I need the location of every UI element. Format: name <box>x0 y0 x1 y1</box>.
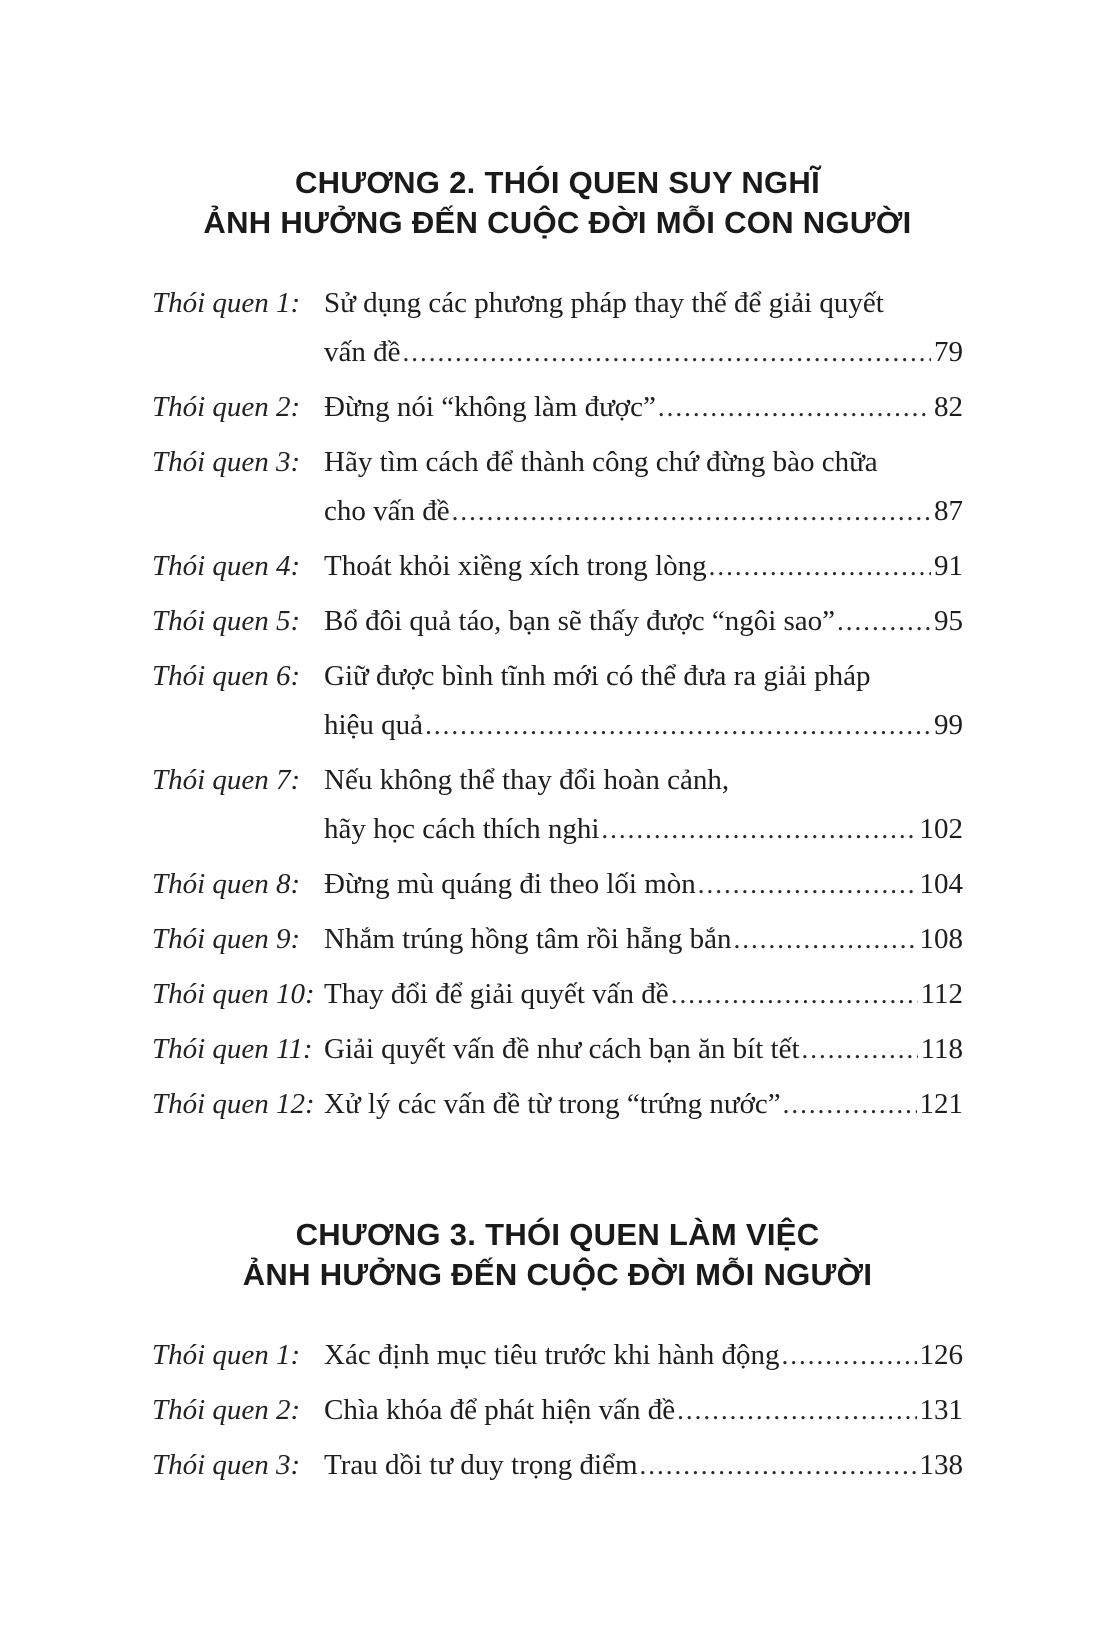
toc-entry-label: Thói quen 9: <box>152 923 301 955</box>
toc-entry-label: Thói quen 8: <box>152 868 301 900</box>
toc-entry-line <box>324 701 963 750</box>
toc-entry-line <box>324 1025 963 1074</box>
toc-entry-body <box>324 542 963 591</box>
page-number: 104 <box>919 868 963 900</box>
page-number: 82 <box>934 391 963 423</box>
toc-entry-line <box>324 438 963 487</box>
toc-entry-line <box>324 1386 963 1435</box>
toc-entry-title: hiệu quả <box>324 709 424 741</box>
toc-entry-body <box>324 438 963 536</box>
toc-entry-line <box>324 1331 963 1380</box>
toc-entry <box>152 438 963 536</box>
dot-leader <box>781 1080 917 1129</box>
toc-entry-label: Thói quen 10: <box>152 978 315 1010</box>
toc-entry-title: Xác định mục tiêu trước khi hành động <box>324 1339 780 1371</box>
dot-leader <box>732 915 917 964</box>
chapter-section <box>152 163 963 1129</box>
dot-leader <box>423 701 931 750</box>
toc-entry-title: Sử dụng các phương pháp thay thế để giải quyết <box>324 287 884 319</box>
page-number: 99 <box>934 709 963 741</box>
toc-entry-title: Xử lý các vấn đề từ trong “trứng nước” <box>324 1088 781 1120</box>
toc-entry-line <box>324 756 963 805</box>
chapter-heading-line: CHƯƠNG 3. THÓI QUEN LÀM VIỆC <box>295 1217 820 1252</box>
toc-entry-line <box>324 279 963 328</box>
toc-sections <box>152 163 963 1490</box>
chapter-entries <box>152 1331 963 1490</box>
toc-entry <box>152 860 963 909</box>
toc-entry-label: Thói quen 12: <box>152 1088 315 1120</box>
toc-entry-title: Nhắm trúng hồng tâm rồi hẵng bắn <box>324 923 732 955</box>
toc-entry-body <box>324 1386 963 1435</box>
page-number: 108 <box>919 923 963 955</box>
chapter-section <box>152 1215 963 1490</box>
toc-entry-line <box>324 805 963 854</box>
toc-entry-body <box>324 970 963 1019</box>
page-number: 91 <box>934 550 963 582</box>
toc-entry-label: Thói quen 1: <box>152 1339 301 1371</box>
page-number: 79 <box>934 336 963 368</box>
chapter-heading-line: ẢNH HƯỞNG ĐẾN CUỘC ĐỜI MỖI CON NGƯỜI <box>203 205 912 240</box>
toc-entry-line <box>324 383 963 432</box>
toc-entry-title: Đừng mù quáng đi theo lối mòn <box>324 868 696 900</box>
toc-entry-title: cho vấn đề <box>324 495 450 527</box>
page-number: 95 <box>934 605 963 637</box>
toc-entry <box>152 970 963 1019</box>
toc-entry-label: Thói quen 7: <box>152 764 301 796</box>
chapter-heading-line: ẢNH HƯỞNG ĐẾN CUỘC ĐỜI MỖI NGƯỜI <box>242 1257 873 1292</box>
page-number: 131 <box>919 1394 963 1426</box>
chapter-heading <box>152 163 963 243</box>
dot-leader <box>638 1441 917 1490</box>
toc-entry-body <box>324 383 963 432</box>
toc-entry-label: Thói quen 6: <box>152 660 301 692</box>
toc-entry-label: Thói quen 3: <box>152 446 301 478</box>
page-number: 102 <box>919 813 963 845</box>
toc-entry-body <box>324 1441 963 1490</box>
toc-entry-label: Thói quen 11: <box>152 1033 313 1065</box>
page-number: 121 <box>919 1088 963 1120</box>
page-number: 118 <box>920 1033 963 1065</box>
toc-entry-title: Giải quyết vấn đề như cách bạn ăn bít tết <box>324 1033 800 1065</box>
toc-entry-line <box>324 1441 963 1490</box>
toc-entry-title: Thoát khỏi xiềng xích trong lòng <box>324 550 707 582</box>
dot-leader <box>599 805 916 854</box>
toc-entry <box>152 383 963 432</box>
dot-leader <box>656 383 931 432</box>
toc-entry <box>152 1331 963 1380</box>
dot-leader <box>696 860 917 909</box>
dot-leader <box>401 328 932 377</box>
toc-entry-body <box>324 1080 963 1129</box>
toc-entry <box>152 597 963 646</box>
toc-entry-body <box>324 756 963 854</box>
toc-entry-label: Thói quen 1: <box>152 287 301 319</box>
toc-entry <box>152 279 963 377</box>
dot-leader <box>779 1331 916 1380</box>
toc-entry-body <box>324 1025 963 1074</box>
chapter-heading <box>152 1215 963 1295</box>
toc-entry <box>152 652 963 750</box>
toc-entry <box>152 1080 963 1129</box>
toc-entry-title: Hãy tìm cách để thành công chứ đừng bào chữa <box>324 446 878 478</box>
toc-entry <box>152 1025 963 1074</box>
toc-entry-body <box>324 1331 963 1380</box>
toc-entry-body <box>324 860 963 909</box>
toc-entry-title: hãy học cách thích nghi <box>324 813 600 845</box>
toc-entry-line <box>324 1080 963 1129</box>
toc-entry-body <box>324 597 963 646</box>
page-number: 138 <box>919 1449 963 1481</box>
toc-entry-title: Nếu không thể thay đổi hoàn cảnh, <box>324 764 730 796</box>
toc-entry-title: Đừng nói “không làm được” <box>324 391 656 423</box>
page-number: 126 <box>919 1339 963 1371</box>
toc-entry-label: Thói quen 5: <box>152 605 301 637</box>
toc-entry-line <box>324 328 963 377</box>
toc-entry-label: Thói quen 2: <box>152 1394 301 1426</box>
dot-leader <box>835 597 931 646</box>
toc-entry-line <box>324 487 963 536</box>
toc-entry-body <box>324 279 963 377</box>
toc-entry <box>152 542 963 591</box>
toc-entry-label: Thói quen 2: <box>152 391 301 423</box>
chapter-heading-line: CHƯƠNG 2. THÓI QUEN SUY NGHĨ <box>294 165 821 200</box>
toc-entry-line <box>324 542 963 591</box>
toc-entry-title: Chìa khóa để phát hiện vấn đề <box>324 1394 676 1426</box>
page-number: 112 <box>920 978 963 1010</box>
toc-entry-line <box>324 597 963 646</box>
toc-entry-label: Thói quen 4: <box>152 550 301 582</box>
toc-entry <box>152 756 963 854</box>
chapter-entries <box>152 279 963 1129</box>
page-number: 87 <box>934 495 963 527</box>
dot-leader <box>707 542 931 591</box>
toc-entry-label: Thói quen 3: <box>152 1449 301 1481</box>
dot-leader <box>675 1386 916 1435</box>
toc-entry-title: Bổ đôi quả táo, bạn sẽ thấy được “ngôi sao” <box>324 605 836 637</box>
toc-entry-line <box>324 970 963 1019</box>
toc-entry-title: vấn đề <box>324 336 401 368</box>
dot-leader <box>669 970 918 1019</box>
dot-leader <box>450 487 931 536</box>
toc-entry-title: Thay đổi để giải quyết vấn đề <box>324 978 669 1010</box>
toc-entry-title: Giữ được bình tĩnh mới có thể đưa ra giải pháp <box>324 660 871 692</box>
toc-entry <box>152 1386 963 1435</box>
toc-entry-line <box>324 652 963 701</box>
toc-entry-body <box>324 915 963 964</box>
toc-entry <box>152 915 963 964</box>
toc-entry <box>152 1441 963 1490</box>
toc-entry-line <box>324 860 963 909</box>
toc-entry-line <box>324 915 963 964</box>
toc-entry-title: Trau dồi tư duy trọng điểm <box>324 1449 638 1481</box>
toc-entry-body <box>324 652 963 750</box>
dot-leader <box>800 1025 918 1074</box>
